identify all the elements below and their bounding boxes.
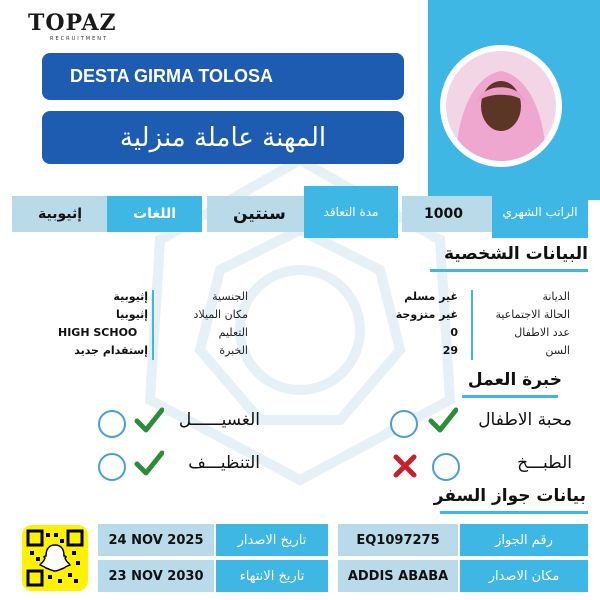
languages-label: اللغات — [107, 196, 202, 232]
age-value: 29 — [442, 344, 458, 357]
languages-value: إثيوبية — [12, 196, 202, 232]
personal-data-title: البيانات الشخصية — [443, 244, 588, 264]
expiry-date-label: تاريخ الانتهاء — [216, 560, 328, 592]
personal-divider-left — [152, 290, 154, 360]
check-icon — [134, 405, 164, 435]
skill-cleaning-label: التنظيـــف — [188, 453, 260, 473]
check-icon — [428, 405, 458, 435]
issue-place-value: ADDIS ABABA — [338, 560, 458, 592]
contract-duration-value: سنتين — [207, 196, 397, 232]
candidate-profession: المهنة عاملة منزلية — [42, 111, 404, 164]
check-icon — [134, 448, 164, 478]
skill-cleaning-radio — [98, 453, 126, 481]
experience-label: الخبرة — [219, 344, 248, 357]
candidate-photo — [446, 51, 556, 161]
logo-tagline: RECRUITMENT — [50, 36, 109, 42]
candidate-photo-ring — [440, 45, 562, 167]
issue-date-value: 24 NOV 2025 — [98, 524, 214, 556]
children-count-label: عدد الاطفال — [514, 326, 570, 339]
personal-divider-right — [471, 290, 473, 360]
experience-value: إستقدام جديد — [74, 344, 148, 357]
passport-number-value: EQ1097275 — [338, 524, 458, 556]
monthly-salary-value: 1000 — [402, 196, 588, 232]
logo-wordmark: TOPAZ — [28, 10, 117, 36]
issue-date-label: تاريخ الاصدار — [216, 524, 328, 556]
work-experience-underline — [462, 395, 558, 398]
passport-data-title: بيانات جواز السفر — [433, 486, 586, 506]
company-logo — [28, 10, 118, 40]
passport-data-underline — [440, 511, 588, 514]
expiry-date-value: 23 NOV 2030 — [98, 560, 214, 592]
skill-childcare-label: محبة الاطفال — [478, 410, 572, 430]
nationality-label: الجنسية — [212, 290, 248, 303]
nationality-value: إثيوبية — [113, 290, 148, 303]
marital-status-label: الحالة الاجتماعية — [495, 308, 570, 321]
candidate-name: DESTA GIRMA TOLOSA — [42, 53, 404, 100]
work-experience-title: خبرة العمل — [467, 370, 562, 390]
snapchat-qr-code[interactable] — [22, 525, 88, 591]
children-count-value: 0 — [450, 326, 458, 339]
education-label: التعليم — [218, 326, 248, 339]
skill-cooking-radio — [432, 453, 460, 481]
issue-place-label: مكان الاصدار — [460, 560, 588, 592]
skill-cooking-label: الطبـــخ — [517, 453, 572, 473]
skill-washing-radio — [98, 410, 126, 438]
cross-icon — [392, 453, 418, 479]
religion-value: غير مسلم — [404, 290, 458, 303]
birthplace-label: مكان الميلاد — [193, 308, 248, 321]
monthly-salary-label: الراتب الشهري — [492, 186, 588, 238]
education-value: HIGH SCHOO — [58, 326, 138, 339]
skill-washing-label: الغسيــــــل — [178, 410, 260, 430]
birthplace-value: إثيوبيا — [115, 308, 148, 321]
skill-childcare-radio — [390, 410, 418, 438]
religion-label: الديانة — [542, 290, 570, 303]
contract-duration-label: مدة التعاقد — [304, 186, 398, 238]
age-label: السن — [545, 344, 570, 357]
passport-number-label: رقم الجواز — [460, 524, 588, 556]
personal-data-underline — [430, 269, 588, 272]
marital-status-value: غير متزوجة — [395, 308, 458, 321]
